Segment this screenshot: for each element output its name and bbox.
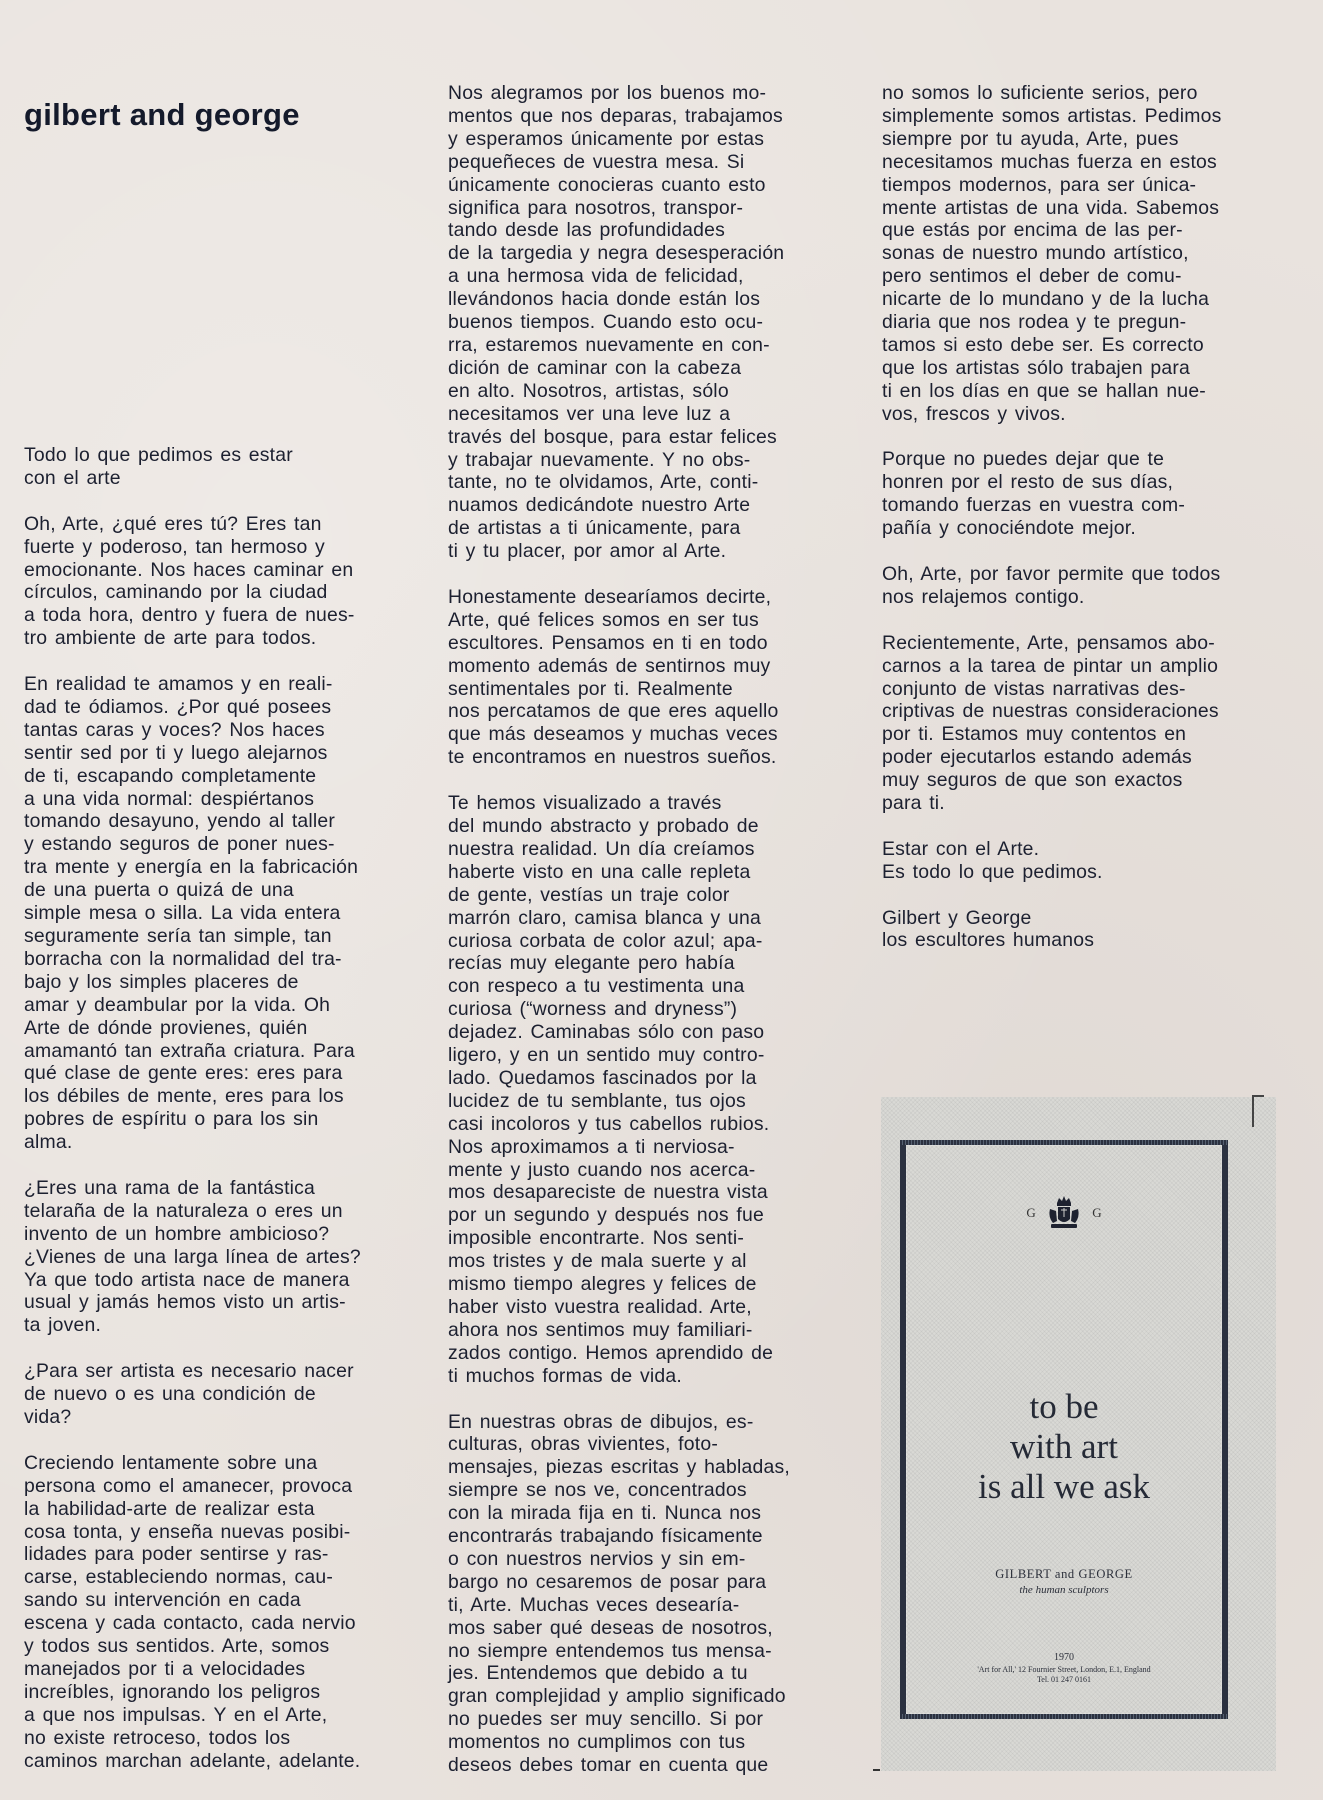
text-line: y estando seguros de poner nues- <box>24 833 335 856</box>
text-line: o con nuestros nervios y sin em- <box>448 1547 746 1570</box>
text-line: culturas, obras vivientes, foto- <box>448 1433 718 1456</box>
text-line: a que nos impulsas. Y en el Arte, <box>24 1703 328 1726</box>
text-line: del mundo abstracto y probado de <box>448 814 759 837</box>
text-line: Recientemente, Arte, pensamos abo- <box>882 631 1215 654</box>
text-line: Te hemos visualizado a través <box>448 792 722 815</box>
text-line: tra mente y energía en la fabricación <box>24 856 359 879</box>
text-line: de nuevo o es una condición de <box>24 1383 316 1406</box>
text-line: Ya que todo artista nace de manera <box>24 1268 350 1291</box>
text-line: únicamente conocieras cuanto esto <box>448 173 766 196</box>
text-line: haberte visto en una calle repleta <box>448 860 751 883</box>
text-line: En nuestras obras de dibujos, es- <box>448 1410 754 1433</box>
text-line: muy seguros de que son exactos <box>882 769 1183 792</box>
text-line: nos relajemos contigo. <box>882 585 1085 608</box>
text-line: escena y cada contacto, cada nervio <box>24 1612 356 1635</box>
text-line: de ti, escapando completamente <box>24 764 317 787</box>
text-line: criptivas de nuestras consideraciones <box>882 700 1219 723</box>
text-line: usual y jamás hemos visto un artis- <box>24 1291 346 1314</box>
text-line: ligero, y en un sentido muy contro- <box>448 1044 765 1067</box>
text-line: ti en los días en que se hallan nue- <box>882 379 1206 402</box>
text-line: ti y tu placer, por amor al Arte. <box>448 540 727 563</box>
text-line: ¿Para ser artista es necesario nacer <box>24 1360 354 1383</box>
text-line: Creciendo lentamente sobre una <box>24 1451 318 1474</box>
text-line: que los artistas sólo trabajen para <box>882 356 1191 379</box>
monogram-row <box>906 1195 1222 1231</box>
paragraph <box>882 563 1302 609</box>
paragraph <box>24 513 444 650</box>
text-line: dad te ódiamos. ¿Por qué posees <box>24 695 332 718</box>
middle-column <box>448 82 858 1800</box>
text-line: Estar con el Arte. <box>882 837 1040 860</box>
text-line: mos saber qué deseas de nosotros, <box>448 1616 773 1639</box>
text-line: tamos si esto debe ser. Es correcto <box>882 333 1204 356</box>
text-line: lidades para poder sentirse y ras- <box>24 1543 329 1566</box>
poster-image <box>881 1097 1276 1771</box>
text-line: no existe retroceso, todos los <box>24 1726 291 1749</box>
text-line: tomando fuerzas en vuestra com- <box>882 494 1186 517</box>
text-line: simplemente somos artistas. Pedimos <box>882 104 1222 127</box>
text-line: bajo y los simples placeres de <box>24 970 299 993</box>
text-line: a una vida normal: despiértanos <box>24 787 315 810</box>
text-line: necesitamos ver una leve luz a <box>448 402 731 425</box>
article-title: gilbert and george <box>24 96 300 132</box>
slogan-line: to be <box>1029 1387 1099 1426</box>
text-line: rra, estaremos nuevamente en con- <box>448 333 770 356</box>
text-line: alma. <box>24 1131 73 1154</box>
text-line: bargo no cesaremos de posar para <box>448 1570 767 1593</box>
paragraph <box>448 82 858 563</box>
text-line: manejados por ti a velocidades <box>24 1657 306 1680</box>
poster-phone: Tel. 01 247 0161 <box>1036 1675 1092 1684</box>
text-line: mensajes, piezas escritas y habladas, <box>448 1456 790 1479</box>
text-line: Oh, Arte, ¿qué eres tú? Eres tan <box>24 512 322 535</box>
text-line: honren por el resto de sus días, <box>882 471 1174 494</box>
paragraph <box>24 1360 444 1429</box>
text-line: no siempre entendemos tus mensa- <box>448 1639 772 1662</box>
text-line: tro ambiente de arte para todos. <box>24 627 317 650</box>
text-line: sando su intervención en cada <box>24 1589 301 1612</box>
text-line: sentimentales por ti. Realmente <box>448 677 733 700</box>
text-line: te encontramos en nuestros sueños. <box>448 746 777 769</box>
text-line: nuestra realidad. Un día creíamos <box>448 837 755 860</box>
text-line: mente artistas de una vida. Sabemos <box>882 196 1220 219</box>
text-line: no somos lo suficiente serios, pero <box>882 82 1198 104</box>
text-line: y esperamos únicamente por estas <box>448 127 765 150</box>
text-line: momentos no cumplimos con tus <box>448 1731 746 1754</box>
text-line: ti muchos formas de vida. <box>448 1364 682 1387</box>
text-line: nicarte de lo mundano y de la lucha <box>882 288 1210 311</box>
text-line: llevándonos hacia donde están los <box>448 288 761 311</box>
text-line: deseos debes tomar en cuenta que <box>448 1754 769 1777</box>
text-line: borracha con la normalidad del tra- <box>24 947 342 970</box>
text-line: curiosa (“worness and dryness”) <box>448 998 738 1021</box>
text-line: mos desapareciste de nuestra vista <box>448 1181 768 1204</box>
text-line: y todos sus sentidos. Arte, somos <box>24 1635 330 1658</box>
paragraph <box>24 444 444 490</box>
text-line: curiosa corbata de color azul; apa- <box>448 929 763 952</box>
right-column <box>882 82 1302 975</box>
text-line: a toda hora, dentro y fuera de nues- <box>24 604 355 627</box>
text-line: mismo tiempo alegres y felices de <box>448 1273 757 1296</box>
text-line: vida? <box>24 1406 72 1428</box>
text-line: simple mesa o silla. La vida entera <box>24 902 341 925</box>
poster-signature <box>906 1567 1222 1596</box>
text-line: imposible encontrarte. Nos senti- <box>448 1227 745 1250</box>
text-line: dición de caminar con la cabeza <box>448 356 742 379</box>
paragraph <box>24 1177 444 1337</box>
text-line: vos, frescos y vivos. <box>882 402 1066 425</box>
text-line: pañía y conociéndote mejor. <box>882 517 1136 540</box>
paragraph <box>24 673 444 1154</box>
text-line: pequeñeces de vuestra mesa. Si <box>448 150 745 173</box>
text-line: sonas de nuestro mundo artístico, <box>882 242 1189 265</box>
text-line: por un segundo y después nos fue <box>448 1204 764 1227</box>
text-line: de artistas a ti únicamente, para <box>448 517 741 540</box>
text-line: jes. Entendemos que debido a tu <box>448 1662 748 1685</box>
monogram-left: G <box>1026 1205 1036 1220</box>
text-line: zados contigo. Hemos aprendido de <box>448 1341 774 1364</box>
text-line: círculos, caminando por la ciudad <box>24 581 328 604</box>
text-line: escultores. Pensamos en ti en todo <box>448 631 768 654</box>
text-line: siempre por tu ayuda, Arte, pues <box>882 127 1179 150</box>
text-line: buenos tiempos. Cuando esto ocu- <box>448 311 764 334</box>
poster-address: 'Art for All,' 12 Fournier Street, London, E.1, England <box>977 1665 1151 1674</box>
text-line: nuamos dedicándote nuestro Arte <box>448 494 751 517</box>
text-line: necesitamos muchas fuerza en estos <box>882 150 1217 173</box>
text-line: con respeco a tu vestimenta una <box>448 975 745 998</box>
text-line: con la mirada fija en ti. Nunca nos <box>448 1502 762 1525</box>
text-line: poder ejecutarlos estando además <box>882 746 1192 769</box>
text-line: tando desde las profundidades <box>448 219 726 242</box>
text-line: tante, no te olvidamos, Arte, conti- <box>448 471 759 494</box>
text-line: ti, Arte. Muchas veces desearía- <box>448 1593 740 1616</box>
text-line: de la targedia y negra desesperación <box>448 242 785 265</box>
paragraph <box>882 632 1302 815</box>
paragraph <box>448 792 858 1388</box>
poster-slogan <box>906 1387 1222 1507</box>
text-line: tantas caras y voces? Nos haces <box>24 718 325 741</box>
crop-mark <box>873 1769 880 1771</box>
poster-footer <box>906 1653 1222 1685</box>
text-line: a una hermosa vida de felicidad, <box>448 265 744 288</box>
paragraph <box>882 907 1302 953</box>
text-line: marrón claro, camisa blanca y una <box>448 906 761 929</box>
text-line: Arte de dónde provienes, quién <box>24 1016 308 1039</box>
text-line: Nos alegramos por los buenos mo- <box>448 82 767 104</box>
text-line: casi incoloros y tus cabellos rubios. <box>448 1112 770 1135</box>
text-line: encontrarás trabajando físicamente <box>448 1525 763 1548</box>
paragraph <box>882 448 1302 540</box>
text-line: telaraña de la naturaleza o eres un <box>24 1199 343 1222</box>
text-line: mos tristes y de mala suerte y al <box>448 1250 747 1273</box>
text-line: nos percatamos de que eres aquello <box>448 700 779 723</box>
slogan-line: is all we ask <box>977 1467 1151 1506</box>
text-line: carnos a la tarea de pintar un amplio <box>882 654 1219 677</box>
artist-name: GILBERT and GEORGE <box>995 1567 1133 1581</box>
text-line: fuerte y poderoso, tan hermoso y <box>24 535 325 558</box>
text-line: lado. Quedamos fascinados por la <box>448 1066 757 1089</box>
text-line: que estás por encima de las per- <box>882 219 1183 242</box>
text-line: recías muy elegante pero había <box>448 952 735 975</box>
text-line: los débiles de mente, eres para los <box>24 1085 344 1108</box>
slogan-line: with art <box>1010 1427 1118 1466</box>
text-line: momento además de sentirnos muy <box>448 654 771 677</box>
text-line: amar y deambular por la vida. Oh <box>24 993 331 1016</box>
paragraph <box>448 586 858 769</box>
text-line: En realidad te amamos y en reali- <box>24 673 333 696</box>
text-line: Oh, Arte, por favor permite que todos <box>882 563 1221 585</box>
text-line: invento de un hombre ambicioso? <box>24 1222 330 1245</box>
text-line: diaria que nos rodea y te pregun- <box>882 311 1187 334</box>
text-line: Es todo lo que pedimos. <box>882 860 1103 883</box>
text-line: para ti. <box>882 792 945 815</box>
text-line: caminos marchan adelante, adelante. <box>24 1749 361 1772</box>
text-line: significa para nosotros, transpor- <box>448 196 744 219</box>
text-line: sentir sed por ti y luego alejarnos <box>24 741 328 764</box>
text-line: Arte, qué felices somos en ser tus <box>448 608 759 631</box>
text-line: pobres de espíritu o para los sin <box>24 1108 319 1131</box>
text-line: Porque no puedes dejar que te <box>882 448 1165 471</box>
text-line: gran complejidad y amplio significado <box>448 1685 786 1708</box>
poster-corner-mark <box>1252 1095 1264 1127</box>
left-column <box>24 444 444 1795</box>
poster-frame <box>900 1140 1228 1719</box>
text-line: qué clase de gente eres: eres para <box>24 1062 343 1085</box>
text-line: Gilbert y George <box>882 906 1032 929</box>
text-line: de una puerta o quizá de una <box>24 879 294 902</box>
text-line: ¿Eres una rama de la fantástica <box>24 1176 316 1199</box>
paragraph <box>24 1452 444 1773</box>
text-line: y trabajar nuevamente. Y no obs- <box>448 448 751 471</box>
text-line: dejadez. Caminabas sólo con paso <box>448 1021 765 1044</box>
text-line: con el arte <box>24 466 121 489</box>
text-line: Honestamente desearíamos decirte, <box>448 585 772 608</box>
paragraph <box>882 838 1302 884</box>
text-line: increíbles, ignorando los peligros <box>24 1680 321 1703</box>
text-line: Nos aproximamos a ti nerviosa- <box>448 1135 735 1158</box>
paragraph <box>882 82 1302 426</box>
text-line: amamantó tan extraña criatura. Para <box>24 1039 355 1062</box>
text-line: seguramente sería tan simple, tan <box>24 925 332 947</box>
text-line: que más deseamos y muchas veces <box>448 723 778 746</box>
text-line: siempre se nos ve, concentrados <box>448 1479 747 1502</box>
royal-crest-icon <box>1047 1195 1081 1231</box>
paragraph <box>448 1411 858 1778</box>
text-line: carse, estableciendo normas, cau- <box>24 1566 333 1589</box>
text-line: en alto. Nosotros, artistas, sólo <box>448 379 729 402</box>
text-line: la habilidad-arte de realizar esta <box>24 1497 315 1520</box>
text-line: mente y justo cuando nos acerca- <box>448 1158 756 1181</box>
monogram-right: G <box>1092 1205 1102 1220</box>
text-line: Todo lo que pedimos es estar <box>24 444 293 466</box>
text-line: no puedes ser muy sencillo. Si por <box>448 1708 764 1731</box>
text-line: los escultores humanos <box>882 929 1095 952</box>
text-line: lucidez de tu semblante, tus ojos <box>448 1089 746 1112</box>
text-line: de gente, vestías un traje color <box>448 883 730 906</box>
text-line: emocionante. Nos haces caminar en <box>24 558 354 581</box>
text-line: ta joven. <box>24 1314 102 1337</box>
text-line: haber visto vuestra realidad. Arte, <box>448 1296 752 1318</box>
artist-subtitle: the human sculptors <box>1019 1584 1109 1596</box>
text-line: por ti. Estamos muy contentos en <box>882 723 1187 746</box>
text-line: ¿Vienes de una larga línea de artes? <box>24 1245 361 1268</box>
text-line: cosa tonta, y enseña nuevas posibi- <box>24 1520 351 1543</box>
text-line: ahora nos sentimos muy familiari- <box>448 1318 753 1341</box>
text-line: mentos que nos deparas, trabajamos <box>448 104 783 127</box>
text-line: tomando desayuno, yendo al taller <box>24 810 336 833</box>
text-line: conjunto de vistas narrativas des- <box>882 677 1186 700</box>
poster-year: 1970 <box>1054 1652 1074 1663</box>
text-line: persona como el amanecer, provoca <box>24 1474 353 1497</box>
text-line: tiempos modernos, para ser única- <box>882 173 1197 196</box>
text-line: través del bosque, para estar felices <box>448 425 777 448</box>
text-line: pero sentimos el deber de comu- <box>882 265 1182 288</box>
